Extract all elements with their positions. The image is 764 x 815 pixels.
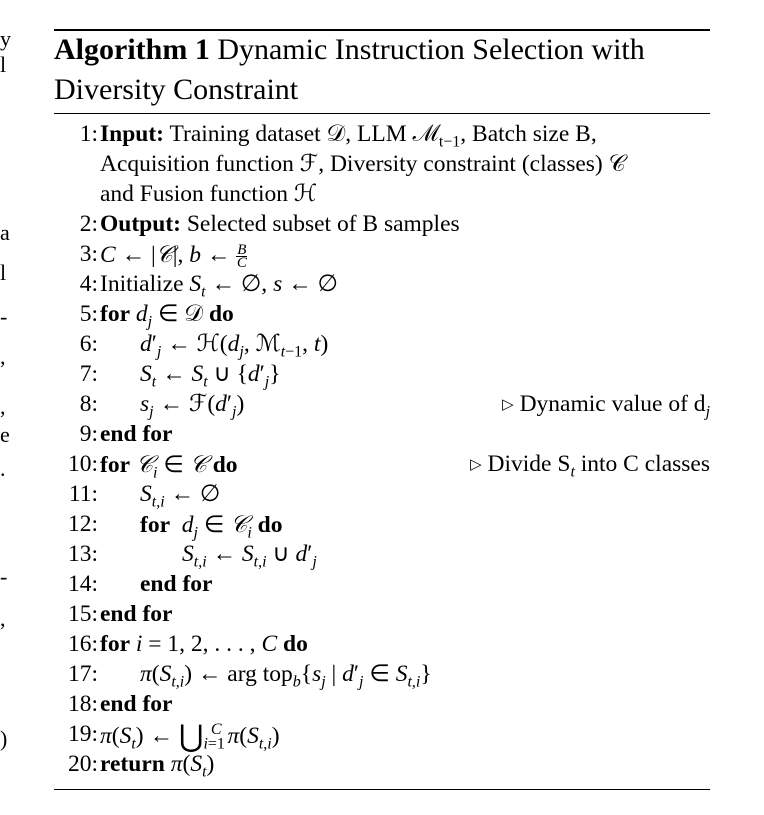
edge-fragment: - [0,564,8,589]
algo-line-3 [54,239,710,272]
end-for-keyword: end for [100,421,173,447]
line-content: end for [100,691,173,717]
edge-fragment: ) [0,726,8,751]
for-keyword: for [100,301,131,327]
algo-line-10 [54,449,710,482]
line-content: end for [140,571,213,597]
algo-line-4 [54,269,710,299]
edge-fragment: - [0,304,8,329]
line-number: 14: [67,571,98,597]
algo-line-13 [54,539,710,569]
line-content: for $d_j$ ∈ 𝒟 do [100,301,234,331]
output-keyword: Output: [100,211,181,237]
line-content: $s_j$ ← $ℱ(d'_j)$ [140,391,245,421]
return-keyword: return [100,751,165,777]
title-rule [54,113,710,114]
algo-line-1 [54,119,710,149]
output-text: Selected subset of B samples [180,211,460,237]
line-content: for 𝒞$_i$ ∈ 𝒞 do [100,450,238,482]
algo-line-19 [54,719,710,753]
algo-line-5 [54,299,710,329]
edge-fragment: e [0,422,10,447]
line-content: C ← |𝒞|, b ← $\frac{B}{C}$ [100,240,247,272]
algo-line-17 [54,659,710,689]
algorithm-title [54,30,710,110]
line-number: 2: [79,211,98,237]
line-content: $S_{t,i}$ ← $S_{t,i}$ ∪ $d'_j$ [182,541,317,571]
line-number: 19: [67,721,98,747]
edge-fragment: a [0,220,10,245]
algo-line-2 [54,209,710,239]
input-text: , Batch size B, [460,121,597,147]
edge-fragment: . [0,456,6,481]
line-number: 13: [67,541,98,567]
edge-fragment: , [0,344,6,369]
algo-line-8 [54,389,710,419]
algo-line-16 [54,629,710,659]
line-content: Initialize $S_t$ ← ∅, s ← ∅ [100,271,338,301]
input-subscript: t−1 [438,133,461,151]
line-number: 7: [79,361,98,387]
line-content: Acquisition function ℱ, Diversity constraint (classes) 𝒞 [100,151,626,177]
line-content [100,419,172,449]
algo-line-7 [54,359,710,389]
line-number: 11: [68,481,98,507]
line-number: 17: [67,661,98,687]
algo-line-12 [54,509,710,542]
algo-line-11 [54,479,710,509]
line-number: 5: [79,301,98,327]
line-content: $d'_j$ ← $ℋ(d_j$, ℳ$_{t-1}$, t) [140,331,329,361]
line-content: $\pi(S_t)$ ← $⋃_{i=1}^C$ $\pi(S_{t,i})$ [100,720,280,753]
bottom-rule [54,789,710,790]
fraction: $\frac{B}{C}$ [236,242,247,272]
algo-line-9 [54,419,710,449]
line-number: 9: [79,421,98,447]
line-content: for $d_j$ ∈ 𝒞$_i$ do [140,510,283,542]
line-number: 12: [67,511,98,537]
line-content [100,209,460,239]
algo-line-20 [54,749,710,779]
edge-fragment: y [0,26,11,51]
input-keyword: Input: [100,121,165,147]
line-number: 20: [67,751,98,777]
left-column-edge [0,0,14,815]
algo-line-6 [54,329,710,359]
line-number: 18: [67,691,98,717]
line-content: and Fusion function ℋ [100,181,318,207]
comment-triangle-icon: ▷ [470,457,482,473]
edge-fragment: , [0,606,6,631]
algo-line-1-cont [54,179,710,209]
edge-fragment: l [0,52,7,77]
line-content: $\pi(S_{t,i})$ ← arg $top_b\{s_j$ | $d'_j$ ∈ $S_{t,i}$} [140,661,432,691]
line-content [100,119,597,149]
algo-line-1-cont [54,149,710,179]
line-number: 15: [67,601,98,627]
line-content: $S_t$ ← $S_t$ ∪ $\{d'_j\}$ [140,361,281,391]
line-content: $S_{t,i}$ ← ∅ [140,481,221,511]
line-comment: ▷ Dynamic value of $d_j$ [502,391,710,421]
line-number: 6: [79,331,98,357]
line-comment: ▷ Divide $S_t$ into C classes [470,451,710,481]
line-content: return $\pi(S_t)$ [100,751,215,781]
line-number: 1: [79,121,98,147]
edge-fragment: , [0,394,6,419]
title-line-2: Diversity Constraint [54,73,299,106]
do-keyword: do [208,301,234,327]
algo-line-14 [54,569,710,599]
title-line-1: Dynamic Instruction Selection with [209,33,645,66]
line-number: 16: [67,631,98,657]
algo-line-15 [54,599,710,629]
line-number: 8: [79,391,98,417]
algo-line-18 [54,689,710,719]
line-number: 10: [67,451,98,477]
input-text: Training dataset 𝒟, LLM ℳ [164,121,439,147]
algorithm-label: Algorithm 1 [54,33,210,66]
line-content: end for [100,601,173,627]
line-content: for i = 1, 2, . . . , C do [100,631,308,657]
line-number: 3: [79,241,98,267]
line-number: 4: [79,271,98,297]
comment-triangle-icon: ▷ [502,397,514,413]
edge-fragment: l [0,260,7,285]
